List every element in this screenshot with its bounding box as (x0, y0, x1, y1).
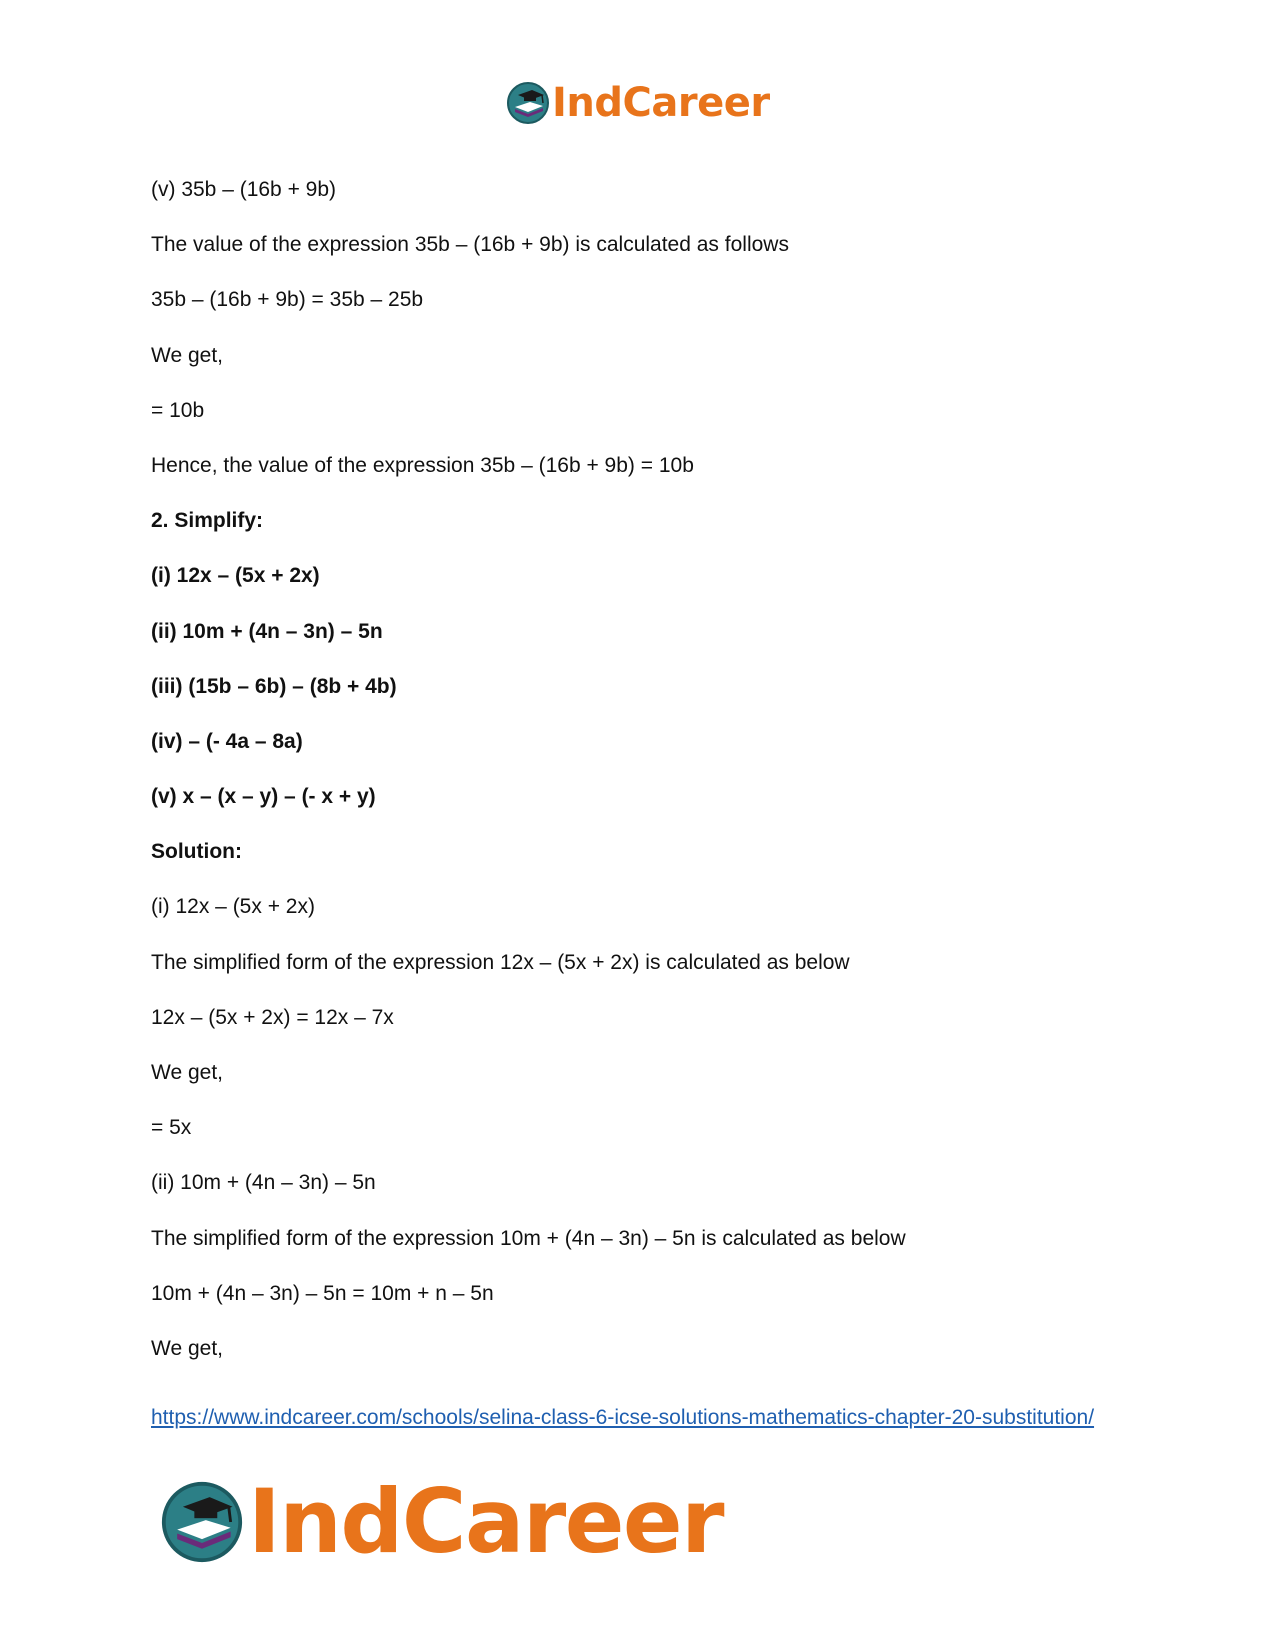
document-body (151, 178, 1131, 1392)
text-line: The value of the expression 35b – (16b + 9b) is calculated as follows (151, 233, 789, 257)
text-line: (ii) 10m + (4n – 3n) – 5n (151, 1171, 376, 1195)
text-line: We get, (151, 1336, 223, 1360)
graduation-book-icon (160, 1480, 244, 1564)
question-item: (iii) (15b – 6b) – (8b + 4b) (151, 674, 397, 698)
text-line: Hence, the value of the expression 35b – (16b + 9b) = 10b (151, 453, 694, 477)
question-heading: 2. Simplify: (151, 509, 264, 533)
graduation-book-icon (506, 81, 550, 125)
text-line: = 10b (151, 398, 205, 422)
text-line: We get, (151, 1061, 223, 1084)
text-line: = 5x (151, 1116, 192, 1140)
text-line: (i) 12x – (5x + 2x) (151, 895, 315, 919)
text-line: 12x – (5x + 2x) = 12x – 7x (151, 1005, 394, 1029)
text-line: The simplified form of the expression 12x – (5x + 2x) is calculated as below (151, 950, 850, 974)
footer-logo (160, 1470, 723, 1573)
question-item: (ii) 10m + (4n – 3n) – 5n (151, 619, 383, 643)
logo-text: IndCareer (552, 80, 770, 126)
text-line: The simplified form of the expression 10m + (4n – 3n) – 5n is calculated as below (151, 1226, 906, 1250)
question-item: (v) x – (x – y) – (- x + y) (151, 785, 376, 809)
question-item: (iv) – (- 4a – 8a) (151, 729, 303, 753)
text-line: (v) 35b – (16b + 9b) (151, 178, 337, 201)
header-logo (506, 80, 770, 126)
logo-text: IndCareer (248, 1470, 724, 1573)
question-item: (i) 12x – (5x + 2x) (151, 564, 320, 588)
source-link[interactable]: https://www.indcareer.com/schools/selina-class-6-icse-solutions-mathematics-chapter-20-substitution/ (151, 1406, 1095, 1429)
text-line: 10m + (4n – 3n) – 5n = 10m + n – 5n (151, 1281, 494, 1305)
solution-heading: Solution: (151, 840, 242, 864)
text-line: We get, (151, 343, 223, 367)
text-line: 35b – (16b + 9b) = 35b – 25b (151, 288, 424, 312)
